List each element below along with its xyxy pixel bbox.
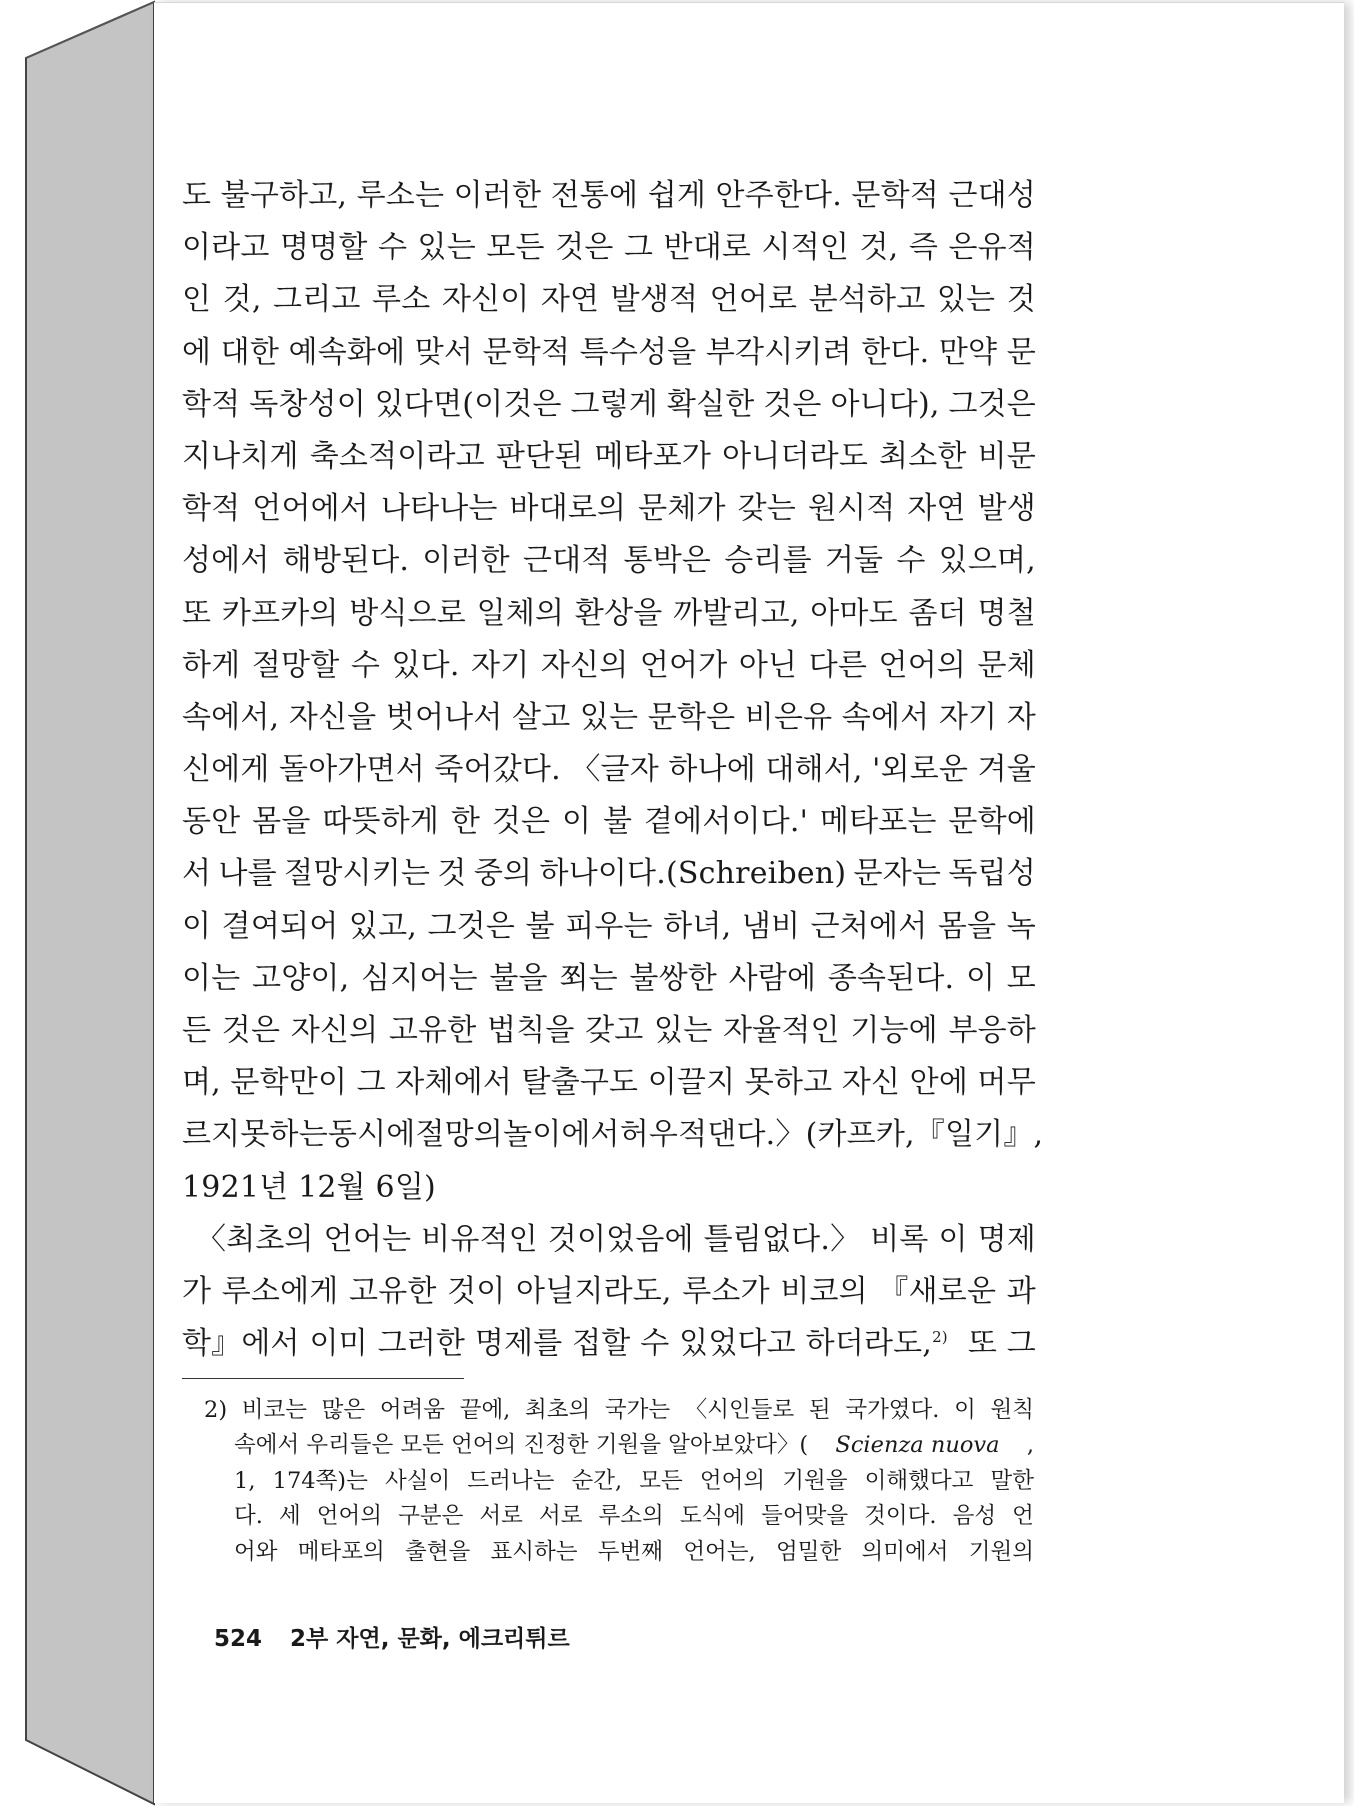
word: 의미에서 (861, 1538, 949, 1565)
word: 〈최초의 (196, 1221, 314, 1257)
word: 아마도 (810, 595, 898, 631)
word: 언어에서 (252, 491, 369, 527)
word: 이끌지 (647, 1065, 736, 1101)
word: 문 (1006, 334, 1036, 370)
word: 끝에, (459, 1397, 511, 1423)
word: 이 (954, 1397, 976, 1423)
word: 루소의 (598, 1503, 664, 1530)
word: 문자는 (853, 856, 942, 892)
word: 이라고 (182, 230, 270, 266)
word: 시적인 (761, 230, 850, 266)
word: 몸을 (937, 908, 997, 944)
word: 불쌍한 (629, 960, 717, 996)
word: 언어는, (683, 1538, 756, 1565)
word: 몸을 (252, 804, 311, 840)
word: 고양이, (252, 960, 350, 996)
word: 자신 (841, 1065, 901, 1101)
word: 자 (1006, 699, 1036, 735)
word: 대한 (220, 334, 280, 370)
word: 문학적 (851, 178, 939, 213)
text-line: 1921년 12월 6일) (182, 1169, 436, 1205)
word: 국가였다. (845, 1397, 940, 1423)
word: 『새로운 (878, 1273, 997, 1309)
word: 언어의 (316, 1503, 383, 1530)
word: 두번째 (597, 1538, 664, 1565)
word: 놀이에서 (503, 1117, 620, 1153)
word: 사실이 (384, 1467, 451, 1494)
word: 결여되어 (221, 908, 339, 944)
word: 학적 (182, 386, 241, 422)
text-line (182, 327, 1036, 379)
word: 어려움 (379, 1397, 446, 1423)
word: 가 (182, 1273, 212, 1309)
text-line (182, 274, 1036, 326)
word: 죽어갔다. (434, 752, 561, 788)
word: 동안 (182, 804, 241, 840)
word: 통박은 (623, 543, 712, 579)
word: 법칙을 (486, 1013, 575, 1048)
text-line (182, 535, 1036, 587)
word: 심지어는 (360, 960, 478, 996)
word: 수 (377, 230, 408, 266)
word: 분석하고 (808, 282, 926, 318)
word: 은유적 (948, 230, 1036, 266)
text-line-with-footnote-ref (182, 1318, 1036, 1370)
word: 그 (623, 230, 654, 266)
word: 『일기』, (914, 1117, 1044, 1153)
word: 비문 (977, 438, 1036, 474)
word: 비코는 (241, 1397, 307, 1423)
text-line (182, 483, 1036, 535)
word: 한다. (861, 334, 930, 370)
word: 2) (204, 1397, 228, 1423)
word: 서 (182, 856, 212, 892)
word: 이 (562, 804, 592, 840)
word: 명제 (977, 1221, 1036, 1257)
word: 근대성 (948, 178, 1036, 213)
word: 것, (222, 282, 262, 318)
word: 곁에서이다.' (644, 804, 809, 840)
word: 까발리고, (673, 595, 800, 631)
word: 비유적인 (421, 1221, 538, 1257)
word: 절망시키는 (284, 856, 431, 892)
word: 아닐지라도, (516, 1273, 672, 1309)
word: 쉽게 (647, 178, 707, 213)
word: 최초의 (525, 1397, 591, 1423)
word: '외로운 (872, 752, 969, 788)
word: 틀림없다.〉 (703, 1221, 861, 1257)
word: 쬐는 (559, 960, 618, 996)
word: 것, (859, 230, 899, 266)
word: 그리고 (273, 282, 361, 318)
word: 말한 (990, 1467, 1034, 1494)
word: 갖고 (585, 1013, 644, 1048)
word: 문학만이 (230, 1065, 348, 1101)
text-line (182, 431, 1036, 483)
word: 기능에 (850, 1013, 938, 1048)
word: 탈출구도 (521, 1065, 639, 1101)
footnote-segment: 속에서 우리들은 모든 언어의 진정한 기원을 알아보았다〉( (234, 1432, 809, 1459)
word: 그것은 (427, 908, 516, 944)
word: 불 (525, 908, 555, 944)
word: 이는 (182, 960, 241, 996)
footnote-divider (182, 1378, 464, 1379)
text-line (182, 848, 1036, 900)
word: 언어는 (323, 1221, 412, 1257)
word: 있는 (654, 1013, 713, 1048)
word: 부각시키려 (705, 334, 852, 370)
word: 있다. (391, 647, 460, 683)
word: 나타나는 (380, 491, 498, 527)
word: 머무 (977, 1065, 1036, 1101)
word: 중의 (473, 856, 533, 892)
footnote-reference: 2) (932, 1328, 948, 1347)
footnote-italic-title: Scienza nuova (835, 1432, 1000, 1459)
word: 벗어나서 (385, 699, 503, 735)
word: 갖는 (737, 491, 796, 527)
text-line (182, 953, 1036, 1005)
word: 불구하고, (220, 178, 348, 213)
page-number: 524 (214, 1626, 263, 1652)
word: 아니더라도 (722, 438, 869, 474)
text-line (182, 1057, 1036, 1109)
word: 녹 (1006, 908, 1036, 944)
text-segment: 학』에서 이미 그러한 명제를 접할 수 있었다고 하더라도,$^{2)}$ (182, 1326, 948, 1362)
word: 이 (938, 1221, 968, 1257)
word: 메타포의 (297, 1538, 385, 1565)
word: 따뜻하게 (322, 804, 440, 840)
word: 다른 (808, 647, 868, 683)
word: 환상을 (574, 595, 663, 631)
word: 속에서 (841, 699, 930, 735)
word: 문학적 (482, 334, 571, 370)
text-line (182, 1109, 1044, 1161)
word: 좀더 (908, 595, 967, 631)
footnote (204, 1393, 1034, 1570)
text-line (182, 379, 1036, 431)
word: 있으며, (938, 543, 1036, 579)
text-line (182, 170, 1036, 222)
footnote-line (204, 1393, 1034, 1428)
word: 전통에 (550, 178, 639, 213)
word: 반대로 (663, 230, 752, 266)
word: 자신이 (441, 282, 530, 318)
word: 학적 (182, 491, 241, 527)
word: 〈시인들로 (684, 1397, 795, 1423)
word: 있고, (348, 908, 417, 944)
word: 음성 (952, 1503, 997, 1530)
word: 서로 (479, 1503, 523, 1530)
word: 만약 (938, 334, 998, 370)
text-line (182, 1005, 1036, 1057)
word: 있는 (579, 699, 639, 735)
word: 든 (182, 1013, 212, 1048)
word: 그것은 (948, 386, 1036, 422)
word: 자율적인 (723, 1013, 840, 1048)
word: 하나에 (668, 752, 756, 788)
word: 판단된 (495, 438, 584, 474)
word: 모든 (486, 230, 545, 266)
word: 도식에 (679, 1503, 746, 1530)
word: 것은 (763, 386, 822, 422)
word: 수 (350, 647, 381, 683)
word: 절망할 (251, 647, 340, 683)
word: 돌아가면서 (279, 752, 425, 788)
spine-face (26, 2, 154, 1804)
word: 것은 (555, 230, 614, 266)
word: 냄비 (741, 908, 801, 944)
body-text (182, 170, 1044, 1370)
word: 비록 (870, 1221, 929, 1257)
word: 하게 (182, 647, 241, 683)
word: 에 (182, 334, 212, 370)
word: 거둘 (824, 543, 884, 579)
word: 근대적 (522, 543, 611, 579)
word: 다. (234, 1503, 263, 1530)
word: 언어로 (709, 282, 798, 318)
word: 발생적 (610, 282, 699, 318)
word: 출현을 (405, 1538, 471, 1565)
word: 자체에서 (395, 1065, 513, 1101)
word: 맞서 (414, 334, 474, 370)
word: 지나치게 (182, 438, 299, 474)
word: 또 (182, 595, 212, 631)
word: 불을 (489, 960, 548, 996)
word: 피우는 (565, 908, 653, 944)
word: 하녀, (663, 908, 732, 944)
footnote-line (204, 1535, 1034, 1570)
word: 것이다. (864, 1503, 937, 1530)
word: 〈글자 (570, 752, 659, 788)
word: 표시하는 (490, 1538, 578, 1565)
word: 것 (1006, 282, 1036, 318)
word: 아니다), (830, 386, 940, 422)
word: 고유한 (349, 1273, 437, 1309)
word: 모든 (639, 1467, 683, 1494)
word: 축소적이라고 (309, 438, 485, 474)
word: 된 (808, 1397, 831, 1423)
word: 예속화에 (288, 334, 406, 370)
word: 문체가 (638, 491, 726, 527)
text-line (182, 640, 1036, 692)
word: 루소에게 (221, 1273, 339, 1309)
word: 이해했다고 (864, 1467, 974, 1494)
text-line (182, 796, 1036, 848)
text-line (182, 692, 1036, 744)
word: 승리를 (724, 543, 812, 579)
word: 언 (1012, 1503, 1034, 1530)
word: 비은유 (744, 699, 833, 735)
word: 독창성이 (249, 386, 366, 422)
word: 것은 (491, 804, 551, 840)
text-line (182, 1214, 1036, 1266)
word: 비코의 (780, 1273, 868, 1309)
word: 순간, (571, 1467, 623, 1494)
word: 문학은 (647, 699, 736, 735)
word: 사람에 (728, 960, 817, 996)
word: 원시적 (807, 491, 896, 527)
word: 1, (234, 1467, 256, 1494)
word: 자신의 (540, 647, 629, 683)
word: 있는 (936, 282, 996, 318)
word: 국가는 (604, 1397, 671, 1423)
word: 세 (278, 1503, 301, 1530)
word: 한 (450, 804, 481, 840)
word: 자신의 (290, 1013, 379, 1048)
word: 바대로의 (509, 491, 627, 527)
word: 대해서, (765, 752, 863, 788)
footnote-line (204, 1464, 1034, 1499)
word: 많은 (321, 1397, 366, 1423)
word: 것 (437, 856, 467, 892)
word: 불 (603, 804, 633, 840)
word: 것이었음에 (547, 1221, 694, 1257)
word: 일체의 (476, 595, 565, 631)
text-line (182, 901, 1036, 953)
word: 문체 (977, 647, 1036, 683)
word: 명철 (977, 595, 1036, 631)
text-line (182, 1266, 1036, 1318)
word: 원칙 (990, 1397, 1034, 1423)
word: 174쪽)는 (272, 1467, 368, 1494)
word: 루소는 (356, 178, 445, 213)
word: 특수성을 (579, 334, 697, 370)
word: 어와 (234, 1538, 278, 1565)
word: 며, (182, 1065, 221, 1101)
word: 발생 (977, 491, 1036, 527)
word: 과 (1006, 1273, 1036, 1309)
word: 절망의 (415, 1117, 504, 1153)
word: 언어의 (699, 1467, 766, 1494)
word: 자기 (471, 647, 530, 683)
word: 고유한 (388, 1013, 477, 1048)
word: 이 (965, 960, 996, 996)
word: 모 (1006, 960, 1036, 996)
word: 자연 (907, 491, 966, 527)
word: 안주한다. (715, 178, 842, 213)
footnote-line (204, 1499, 1034, 1534)
word: 자기 (938, 699, 998, 735)
word: 엄밀한 (775, 1538, 842, 1565)
text-segment: 또 그 (967, 1326, 1036, 1362)
word: 안에 (909, 1065, 969, 1101)
word: 구분은 (398, 1503, 464, 1530)
word: 루소 (372, 282, 431, 318)
word: 신에게 (182, 752, 270, 788)
word: 있는 (417, 230, 476, 266)
word: 메타포는 (819, 804, 937, 840)
book-spine (0, 0, 160, 1806)
word: 즉 (908, 230, 939, 266)
word: 속에서, (182, 699, 280, 735)
word: 도 (182, 178, 212, 213)
word: 있다면(이것은 (374, 386, 562, 422)
word: 자신을 (288, 699, 377, 735)
word: 수 (896, 543, 926, 579)
word: 자연 (540, 282, 600, 318)
word: 허우적댄다.〉(카프카, (619, 1117, 915, 1153)
word: 최소한 (879, 438, 967, 474)
word: 방식으로 (349, 595, 466, 631)
footnote-segment: , (1026, 1432, 1034, 1459)
word: 부응하 (948, 1013, 1036, 1048)
word: 기원을 (782, 1467, 848, 1494)
text-line (182, 588, 1036, 640)
word: 나를 (218, 856, 277, 892)
word: 못하고 (744, 1065, 833, 1101)
footnote-line (204, 1428, 1034, 1463)
word: 그렇게 (570, 386, 659, 422)
text-line (182, 744, 1036, 796)
word: 이 (182, 908, 212, 944)
word: 그 (356, 1065, 386, 1101)
word: 해방된다. (282, 543, 410, 579)
word: 서로 (538, 1503, 583, 1530)
word: 언어가 (639, 647, 728, 683)
word: 르지 (182, 1117, 241, 1153)
word: 들어맞을 (761, 1503, 849, 1530)
word: 언어의 (878, 647, 967, 683)
word: 겨울 (977, 752, 1036, 788)
word: 아닌 (738, 647, 798, 683)
running-title: 2부 자연, 문화, 에크리튀르 (290, 1626, 570, 1652)
text-line (182, 222, 1036, 274)
word: 인 (182, 282, 212, 318)
word: 살고 (512, 699, 571, 735)
word: 종속된다. (827, 960, 955, 996)
word: 이러한 (453, 178, 542, 213)
word: 이러한 (422, 543, 510, 579)
word: 하나이다.(Schreiben) (539, 856, 847, 892)
page-footer (214, 1620, 570, 1653)
word: 명명할 (279, 230, 368, 266)
word: 근처에서 (810, 908, 928, 944)
word: 독립성 (948, 856, 1036, 892)
word: 확실한 (666, 386, 755, 422)
word: 것이 (447, 1273, 506, 1309)
word: 성에서 (182, 543, 270, 579)
word: 동시에 (327, 1117, 416, 1153)
word: 메타포가 (594, 438, 712, 474)
word: 카프카의 (221, 595, 339, 631)
word: 기원의 (968, 1538, 1034, 1565)
word: 문학에 (948, 804, 1036, 840)
word: 루소가 (682, 1273, 770, 1309)
word: 드러나는 (467, 1467, 555, 1494)
word: 것은 (221, 1013, 281, 1048)
word: 못하는 (240, 1117, 328, 1153)
